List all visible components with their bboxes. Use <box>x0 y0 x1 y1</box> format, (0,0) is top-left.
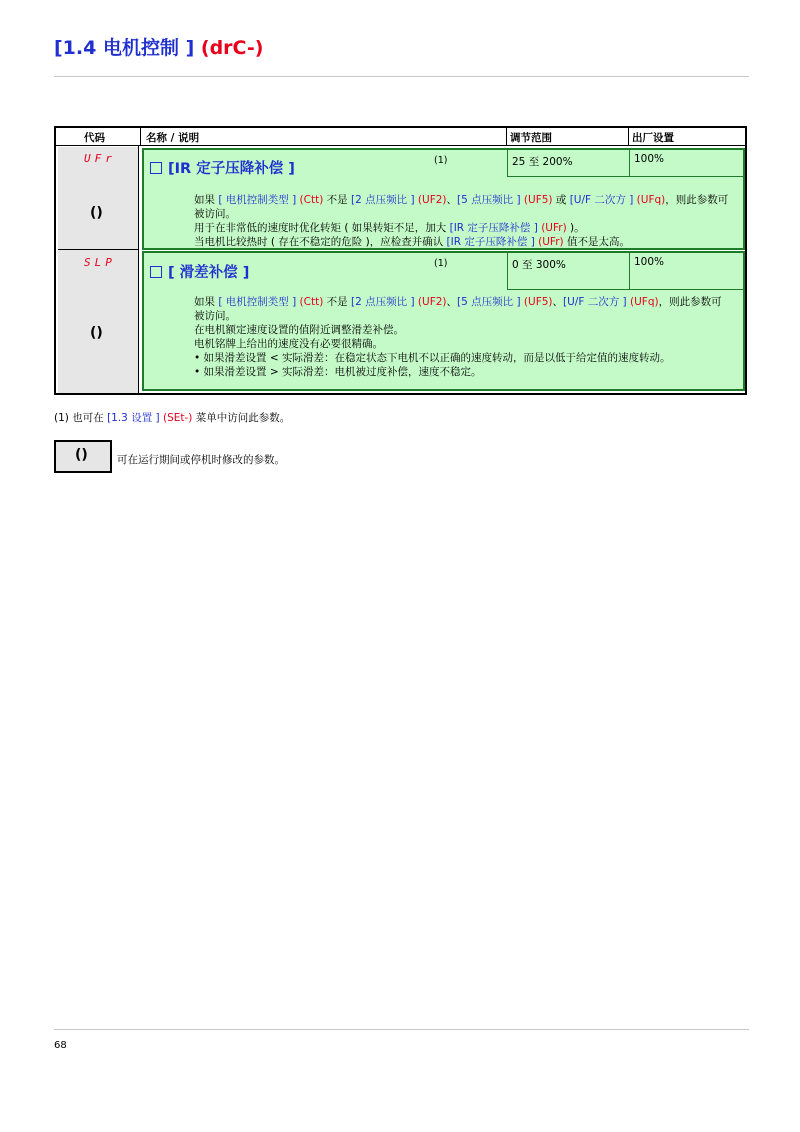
legend-symbol-box <box>54 440 112 473</box>
modifiable-symbol: () <box>90 205 103 221</box>
page-number: 68 <box>54 1040 67 1051</box>
param-name-slp: [ 滑差补偿 ] <box>150 261 249 282</box>
legend-text: 可在运行期间或停机时修改的参数。 <box>117 454 285 466</box>
page-title <box>54 33 264 60</box>
code-column-divider <box>138 145 139 393</box>
desc-line: 如果 [ 电机控制类型 ] (Ctt) 不是 [2 点压频比 ] (UF2)、[5 点压频比 ] (UF5)、[U/F 二次方 ] (UFq)，则此参数可 <box>194 296 722 308</box>
range-divider <box>507 150 508 176</box>
value-underline <box>507 289 745 290</box>
table-row-ufr <box>142 148 745 250</box>
param-name-ufr: [IR 定子压降补偿 ] <box>150 157 295 178</box>
range-divider <box>507 253 508 289</box>
desc-line: 当电机比较热时 ( 存在不稳定的危险 )，应检查并确认 [IR 定子压降补偿 ] (UFr) 值不是太高。 <box>194 236 630 248</box>
footnote-ref: (1) <box>434 155 448 166</box>
param-code-slp: SLP <box>84 256 116 269</box>
footnote-ref: (1) <box>434 258 448 269</box>
factory-divider <box>629 150 630 176</box>
factory-setting-ufr: 100% <box>634 153 665 165</box>
desc-line: 用于在非常低的速度时优化转矩 ( 如果转矩不足，加大 [IR 定子压降补偿 ] (UFr) )。 <box>194 222 585 234</box>
factory-setting-slp: 100% <box>634 256 665 268</box>
header-divider <box>506 128 507 145</box>
table-header <box>56 128 745 146</box>
header-code: 代码 <box>84 132 105 144</box>
table-row-slp <box>142 251 745 391</box>
table-row-code-cell <box>58 250 138 393</box>
bullet-item: • 如果滑差设置 < 实际滑差：在稳定状态下电机不以正确的速度转动，而是以低于给定值的速度转动。 <box>194 352 671 364</box>
header-divider <box>140 128 141 145</box>
header-factory: 出厂设置 <box>632 132 674 144</box>
checkbox-icon <box>150 266 162 278</box>
desc-line: 如果 [ 电机控制类型 ] (Ctt) 不是 [2 点压频比 ] (UF2)、[5 点压频比 ] (UF5) 或 [U/F 二次方 ] (UFq)，则此参数可 <box>194 194 729 206</box>
adjust-range-ufr: 25 至 200% <box>512 156 573 168</box>
desc-line: 电机铭牌上给出的速度没有必要很精确。 <box>194 338 383 350</box>
page-title-main: [1.4 电机控制 ] <box>54 37 195 59</box>
header-name: 名称 / 说明 <box>146 132 200 144</box>
factory-divider <box>629 253 630 289</box>
value-underline <box>507 176 745 177</box>
modifiable-symbol: () <box>75 447 88 463</box>
param-code-ufr: UFr <box>84 152 116 165</box>
desc-line: 在电机额定速度设置的值附近调整滑差补偿。 <box>194 324 404 336</box>
header-range: 调节范围 <box>510 132 552 144</box>
modifiable-symbol: () <box>90 325 103 341</box>
desc-line: 被访问。 <box>194 208 236 220</box>
top-rule <box>54 76 749 77</box>
checkbox-icon <box>150 162 162 174</box>
footnote: (1) 也可在 [1.3 设置 ] (SEt-) 菜单中访问此参数。 <box>54 412 291 424</box>
bottom-rule <box>54 1029 749 1030</box>
description-slp <box>194 295 722 379</box>
parameter-table <box>54 126 747 395</box>
desc-line: 被访问。 <box>194 310 236 322</box>
page-title-code: (drC-) <box>200 37 264 59</box>
table-row-code-cell <box>58 147 138 249</box>
header-divider <box>628 128 629 145</box>
bullet-item: • 如果滑差设置 > 实际滑差：电机被过度补偿，速度不稳定。 <box>194 366 482 378</box>
adjust-range-slp: 0 至 300% <box>512 259 566 271</box>
description-ufr <box>194 193 728 249</box>
